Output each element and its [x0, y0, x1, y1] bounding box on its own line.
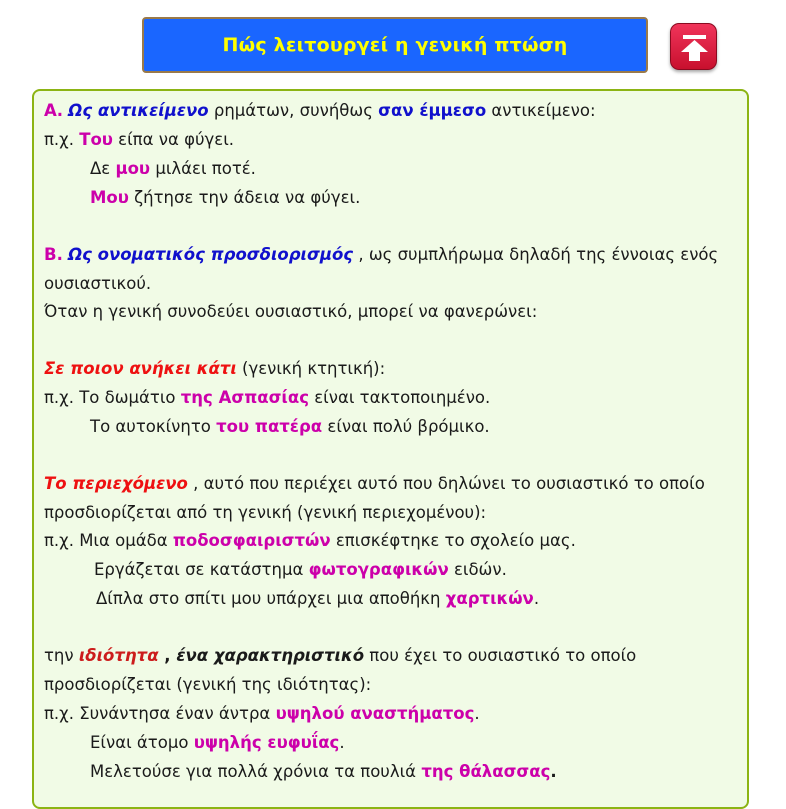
- subsection-heading-line: [44, 358, 385, 380]
- static-text: π.χ. Συνάντησα έναν άντρα: [44, 704, 276, 723]
- subsection-heading-line: [44, 473, 705, 495]
- static-text: επισκέφτηκε το σχολείο μας.: [330, 531, 576, 550]
- static-text: Είναι άτομο: [90, 733, 194, 752]
- static-text: που έχει το ουσιαστικό το οποίο: [364, 646, 637, 665]
- static-text: την: [44, 646, 79, 665]
- highlight-text: υψηλού αναστήματος: [275, 704, 475, 723]
- subsection-heading: ιδιότητα: [78, 646, 159, 665]
- highlight-text: χαρτικών: [445, 589, 534, 608]
- example-line: [90, 158, 256, 180]
- example-line: [94, 559, 507, 581]
- content-panel: [32, 89, 749, 809]
- highlight-text: του πατέρα: [216, 417, 323, 436]
- example-line: [96, 588, 539, 610]
- static-text: Μελετούσε για πολλά χρόνια τα πουλιά: [90, 762, 422, 781]
- static-text: .: [533, 589, 540, 608]
- static-text: , ως συμπλήρωμα δηλαδή της έννοιας ενός: [353, 245, 719, 264]
- static-text: ουσιαστικού.: [44, 274, 152, 293]
- highlight-text: σαν έμμεσο: [378, 101, 487, 120]
- section-b-heading-line: [44, 244, 718, 266]
- example-line: [44, 387, 490, 409]
- highlight-text: μου: [115, 159, 151, 178]
- static-text: είναι τακτοποιημένο.: [308, 388, 491, 407]
- subsection-heading-line: [44, 645, 636, 667]
- static-text: ειδών.: [448, 560, 507, 579]
- static-text: .: [474, 704, 480, 723]
- static-text: είπα να φύγει.: [112, 130, 235, 149]
- arrow-up-icon: [671, 24, 718, 71]
- static-text: (γενική κτητική):: [236, 359, 386, 378]
- example-line: [90, 187, 360, 209]
- static-text: .: [339, 733, 345, 752]
- example-line: [44, 703, 480, 725]
- section-a-heading-line: [44, 100, 596, 122]
- highlight-text: φωτογραφικών: [308, 560, 449, 579]
- example-line: [90, 732, 345, 754]
- static-text: , αυτό που περιέχει αυτό που δηλώνει το ουσιαστικό το οποίο: [187, 474, 705, 493]
- static-text: Δίπλα στο σπίτι μου υπάρχει μια αποθήκη: [96, 589, 446, 608]
- section-letter: Β.: [44, 245, 63, 264]
- static-text: προσδιορίζεται από τη γενική (γενική περιεχομένου):: [44, 503, 487, 522]
- subsection-heading: Σε ποιον ανήκει κάτι: [44, 359, 237, 378]
- static-text: π.χ. Το δωμάτιο: [44, 388, 181, 407]
- static-text: Εργάζεται σε κατάστημα: [94, 560, 309, 579]
- highlight-text: της θάλασσας: [421, 762, 551, 781]
- highlight-text: υψηλής ευφυΐας: [193, 733, 340, 752]
- example-line: [90, 761, 557, 783]
- example-line: [44, 129, 234, 151]
- example-line: [90, 416, 490, 438]
- static-text-line: [44, 273, 151, 295]
- section-letter: Α.: [44, 101, 64, 120]
- static-text: Το αυτοκίνητο: [90, 417, 217, 436]
- highlight-text: της Ασπασίας: [180, 388, 309, 407]
- page-title-box: [142, 17, 648, 73]
- highlight-text: ποδοσφαιριστών: [172, 531, 331, 550]
- back-to-top-button[interactable]: [670, 23, 717, 70]
- example-line: [44, 530, 576, 552]
- static-text-line: [44, 502, 486, 524]
- static-text: ,: [158, 646, 177, 665]
- highlight-text: Μου: [90, 188, 129, 207]
- static-text: ζήτησε την άδεια να φύγει.: [128, 188, 361, 207]
- highlight-text: Του: [79, 130, 113, 149]
- subsection-heading: Το περιεχόμενο: [44, 474, 188, 493]
- section-heading: Ως αντικείμενο: [68, 101, 209, 120]
- subsection-heading: ένα χαρακτηριστικό: [176, 646, 365, 665]
- static-text: .: [550, 762, 557, 781]
- static-text: Δε: [90, 159, 116, 178]
- page-title: Πώς λειτουργεί η γενική πτώση: [222, 34, 568, 56]
- static-text: π.χ.: [44, 130, 80, 149]
- static-text: π.χ. Μια ομάδα: [44, 531, 173, 550]
- static-text-line: [44, 674, 371, 696]
- static-text: μιλάει ποτέ.: [150, 159, 256, 178]
- static-text: προσδιορίζεται (γενική της ιδιότητας):: [44, 675, 372, 694]
- static-text: είναι πολύ βρόμικο.: [322, 417, 490, 436]
- static-text: ρημάτων, συνήθως: [208, 101, 379, 120]
- static-text: αντικείμενο:: [486, 101, 596, 120]
- static-text: Όταν η γενική συνοδεύει ουσιαστικό, μπορεί να φανερώνει:: [44, 302, 538, 321]
- static-text-line: [44, 301, 537, 323]
- section-heading: Ως ονοματικός προσδιορισμός: [68, 245, 354, 264]
